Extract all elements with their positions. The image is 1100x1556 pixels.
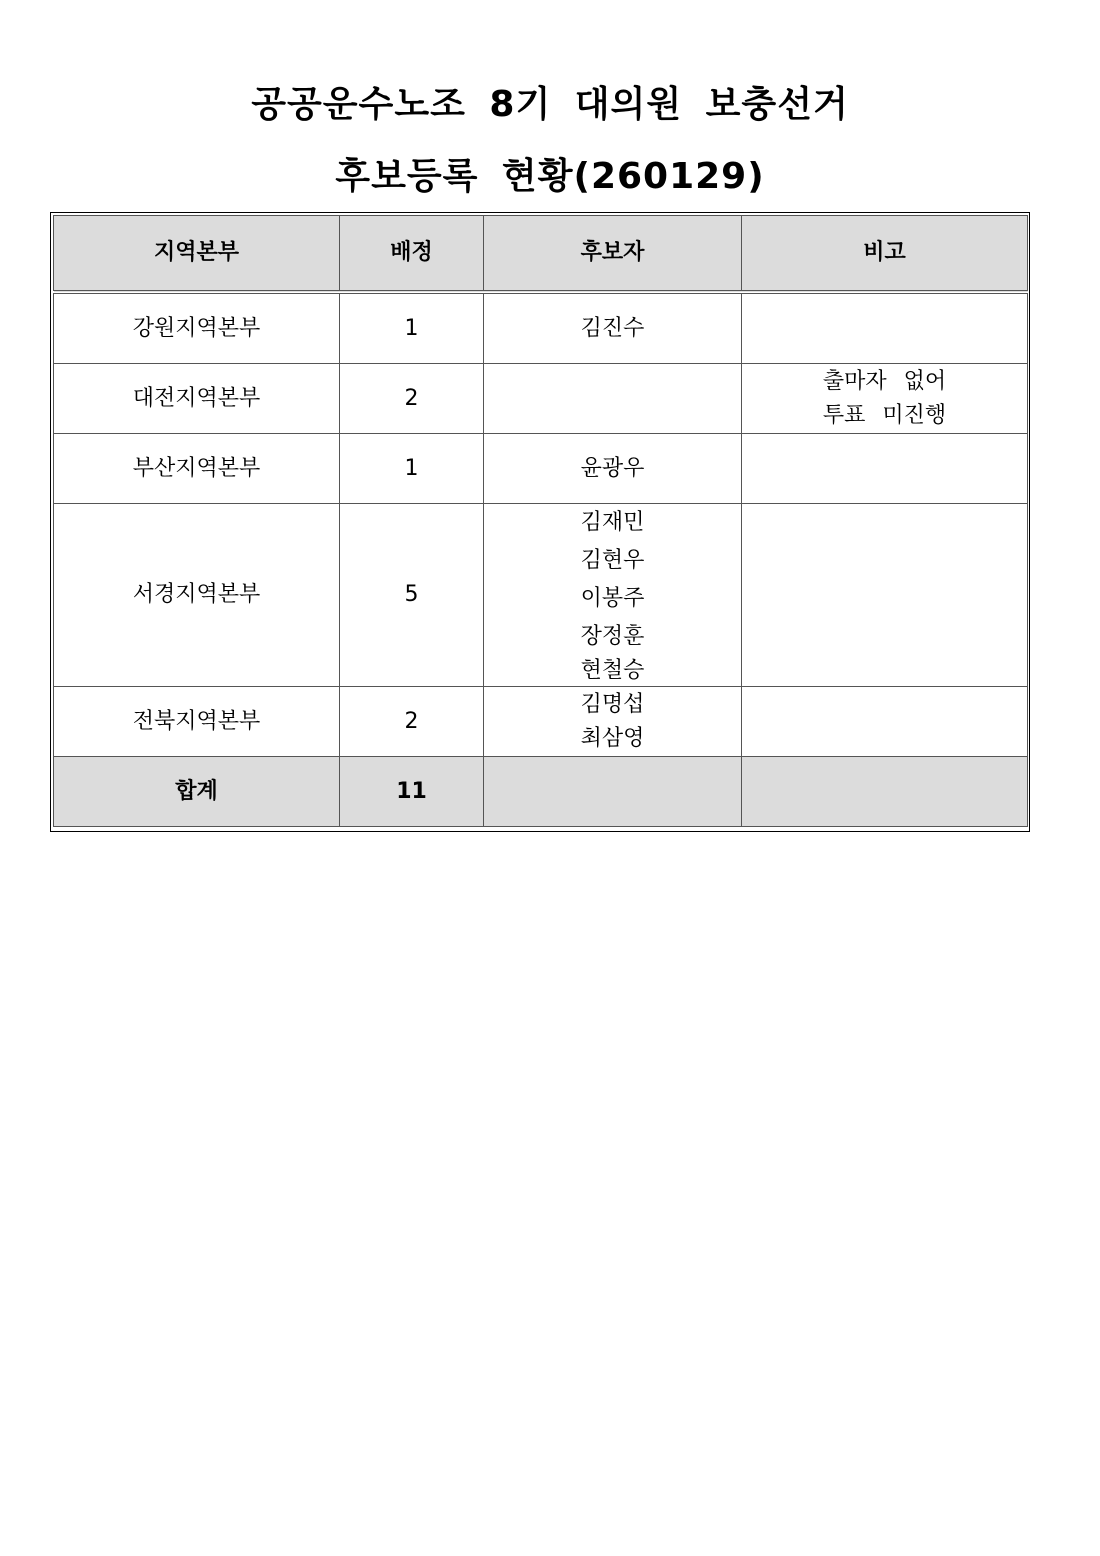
candidate-name: 김재민 [580,510,645,535]
candidate-name: 김현우 [580,548,645,573]
total-candidates-cell [484,757,742,827]
table-row [54,364,1028,434]
notes-cell [742,292,1028,364]
candidate-name: 김진수 [580,315,645,341]
region-cell: 서경지역본부 [54,504,340,687]
candidate-name: 이봉주 [580,586,645,611]
region-cell: 전북지역본부 [54,687,340,757]
candidate-name: 최삼영 [580,725,645,751]
table-header-row [54,216,1028,293]
notes-cell [742,504,1028,687]
candidates-cell [484,292,742,364]
table-row [54,292,1028,364]
header-region: 지역본부 [54,216,340,293]
allocation-cell: 2 [340,687,484,757]
region-cell: 강원지역본부 [54,292,340,364]
table-row [54,687,1028,757]
allocation-cell: 1 [340,292,484,364]
header-allocation: 배정 [340,216,484,293]
allocation-cell: 5 [340,504,484,687]
allocation-cell: 2 [340,364,484,434]
candidate-name: 장정훈 [580,624,645,649]
candidate-status-table [53,215,1028,827]
candidate-name: 윤광우 [580,455,645,481]
allocation-cell: 1 [340,434,484,504]
total-allocation: 11 [340,757,484,827]
candidates-cell [484,504,742,687]
header-candidates: 후보자 [484,216,742,293]
note-line: 출마자 없어 [822,368,947,394]
candidate-name: 현철승 [580,658,645,683]
total-notes-cell [742,757,1028,827]
candidate-name: 김명섭 [580,691,645,717]
notes-cell [742,364,1028,434]
header-notes: 비고 [742,216,1028,293]
table-frame [50,212,1030,832]
notes-cell [742,434,1028,504]
document-subtitle: 후보등록 현황(260129) [335,156,765,197]
total-label: 합계 [54,757,340,827]
candidates-cell [484,434,742,504]
document-title: 공공운수노조 8기 대의원 보충선거 [251,84,849,125]
candidates-cell [484,364,742,434]
total-row [54,757,1028,827]
table-row [54,434,1028,504]
candidates-cell [484,687,742,757]
region-cell: 부산지역본부 [54,434,340,504]
region-cell: 대전지역본부 [54,364,340,434]
note-line: 투표 미진행 [822,402,947,428]
table-row [54,504,1028,687]
notes-cell [742,687,1028,757]
